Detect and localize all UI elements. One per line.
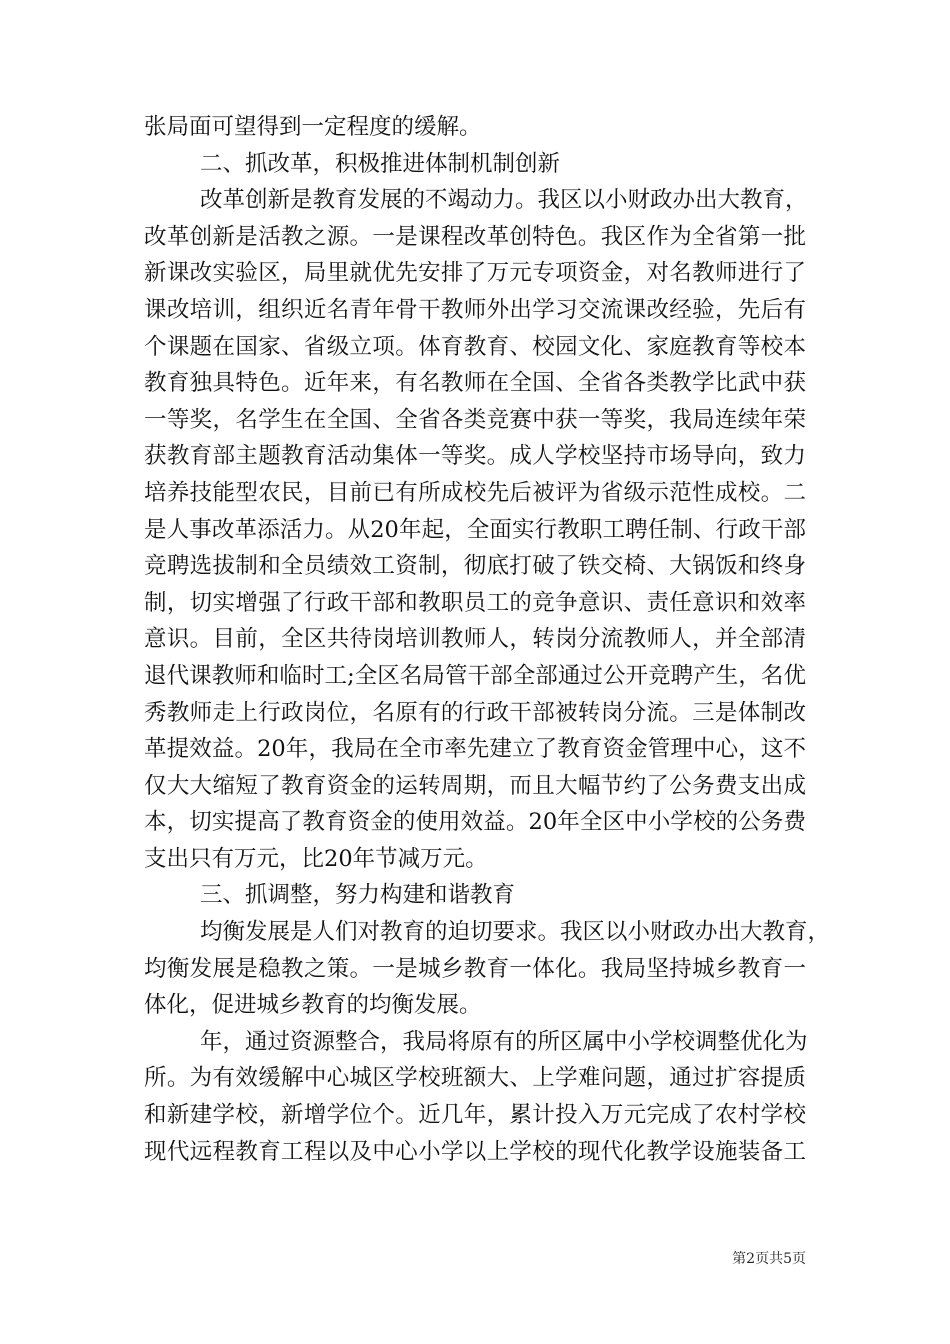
text-line: 年，通过资源整合，我局将原有的所区属中小学校调整优化为: [200, 1028, 808, 1055]
text-line: 所。为有效缓解中心城区学校班额大、上学难问题，通过扩容提质: [144, 1065, 806, 1092]
section-heading: 三、抓调整，努力构建和谐教育: [200, 882, 516, 909]
text-line: 仅大大缩短了教育资金的运转周期，而且大幅节约了公务费支出成: [144, 772, 806, 799]
text-line: 和新建学校，新增学位个。近几年，累计投入万元完成了农村学校: [144, 1102, 806, 1129]
text-line: 培养技能型农民，目前已有所成校先后被评为省级示范性成校。二: [144, 479, 806, 506]
text-line: 个课题在国家、省级立项。体育教育、校园文化、家庭教育等校本: [144, 333, 806, 360]
text-line: 均衡发展是稳教之策。一是城乡教育一体化。我局坚持城乡教育一: [144, 955, 806, 982]
text-line: 体化，促进城乡教育的均衡发展。: [144, 992, 482, 1019]
text-line: 改革创新是活教之源。一是课程改革创特色。我区作为全省第一批: [144, 223, 806, 250]
text-line: 竞聘选拔制和全员绩效工资制，彻底打破了铁交椅、大锅饭和终身: [144, 553, 806, 580]
text-line: 本，切实提高了教育资金的使用效益。20年全区中小学校的公务费: [144, 809, 806, 836]
text-line: 教育独具特色。近年来，有名教师在全国、全省各类教学比武中获: [144, 370, 806, 397]
text-line: 张局面可望得到一定程度的缓解。: [144, 114, 482, 140]
text-line: 意识。目前，全区共待岗培训教师人，转岗分流教师人，并全部清: [144, 626, 806, 653]
text-line: 一等奖，名学生在全国、全省各类竞赛中获一等奖，我局连续年荣: [144, 406, 806, 433]
text-line: 课改培训，组织近名青年骨干教师外出学习交流课改经验，先后有: [144, 296, 806, 323]
text-line: 支出只有万元，比20年节减万元。: [144, 845, 488, 872]
document-body: [144, 109, 831, 1170]
text-line: 制，切实增强了行政干部和教职员工的竞争意识、责任意识和效率: [144, 589, 806, 616]
text-line: 革提效益。20年，我局在全市率先建立了教育资金管理中心，这不: [144, 736, 806, 763]
text-line: 退代课教师和临时工;全区名局管干部全部通过公开竞聘产生，名优: [144, 662, 806, 689]
section-heading: 二、抓改革，积极推进体制机制创新: [200, 150, 561, 177]
text-line: 改革创新是教育发展的不竭动力。我区以小财政办出大教育，: [200, 187, 808, 214]
text-line: 获教育部主题教育活动集体一等奖。成人学校坚持市场导向，致力: [144, 443, 806, 470]
text-line: 现代远程教育工程以及中心小学以上学校的现代化教学设施装备工: [144, 1138, 806, 1165]
page-number: 第2页共5页: [732, 1251, 806, 1267]
text-line: 新课改实验区，局里就优先安排了万元专项资金，对名教师进行了: [144, 260, 806, 287]
text-line: 均衡发展是人们对教育的迫切要求。我区以小财政办出大教育，: [200, 919, 831, 946]
text-line: 是人事改革添活力。从20年起，全面实行教职工聘任制、行政干部: [144, 516, 806, 543]
text-line: 秀教师走上行政岗位，名原有的行政干部被转岗分流。三是体制改: [144, 699, 806, 726]
